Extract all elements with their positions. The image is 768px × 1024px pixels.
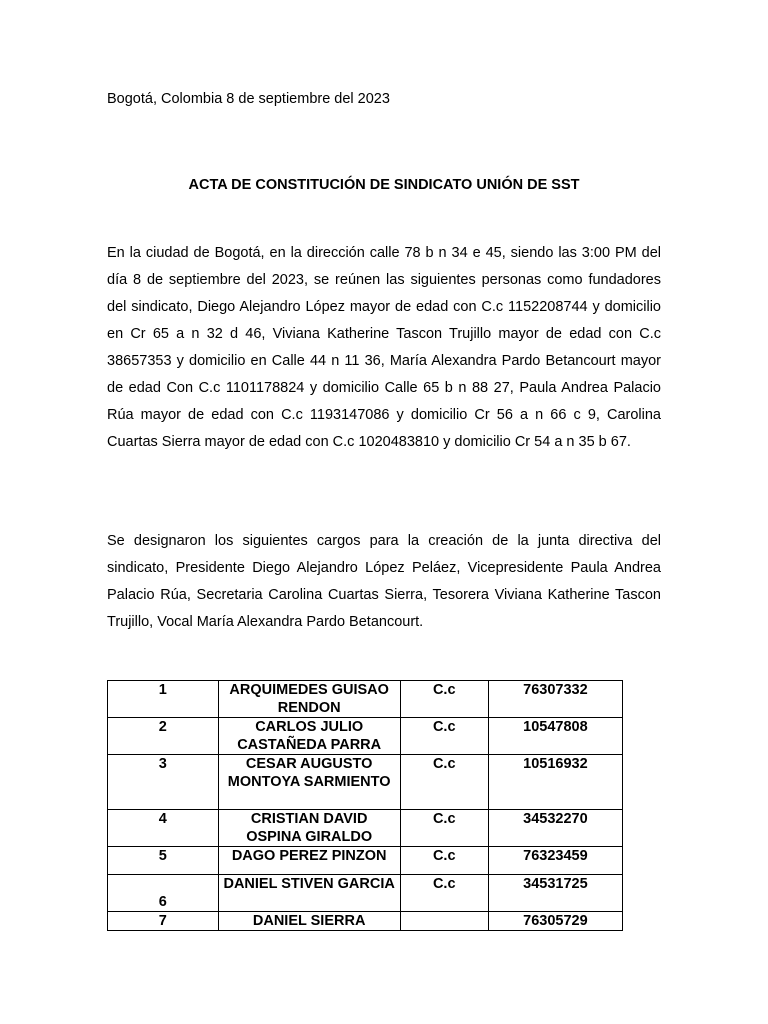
member-number: 1 [108, 681, 219, 718]
member-id-number: 76307332 [488, 681, 622, 718]
member-number: 4 [108, 810, 219, 847]
table-row [108, 681, 623, 718]
member-name: ARQUIMEDES GUISAO RENDON [218, 681, 400, 718]
founders-paragraph: En la ciudad de Bogotá, en la dirección calle 78 b n 34 e 45, siendo las 3:00 PM del día 8 de septiembre del 2023, se reúnen las siguientes personas como fundadores del sindicato, Diego Alejandro López mayor de edad con C.c 1152208744 y domicilio en Cr 65 a n 32 d 46, Viviana Katherine Tascon Trujillo mayor de edad con C.c 38657353 y domicilio en Calle 44 n 11 36, María Alexandra Pardo Betancourt mayor de edad Con C.c 1101178824 y domicilio Calle 65 b n 88 27, Paula Andrea Palacio Rúa mayor de edad con C.c 1193147086 y domicilio Cr 56 a n 66 c 9, Carolina Cuartas Sierra mayor de edad con C.c 1020483810 y domicilio Cr 54 a n 35 b 67. [107, 245, 661, 450]
member-doc-type: C.c [400, 810, 488, 847]
member-name: CARLOS JULIO CASTAÑEDA PARRA [218, 718, 400, 755]
member-name: DANIEL SIERRA [218, 912, 400, 931]
member-number: 5 [108, 847, 219, 875]
member-number: 7 [108, 912, 219, 931]
member-doc-type: C.c [400, 847, 488, 875]
member-id-number: 76323459 [488, 847, 622, 875]
member-name: DANIEL STIVEN GARCIA [218, 875, 400, 912]
member-name: CESAR AUGUSTO MONTOYA SARMIENTO [218, 755, 400, 810]
member-number: 2 [108, 718, 219, 755]
member-doc-type: C.c [400, 718, 488, 755]
member-id-number: 34532270 [488, 810, 622, 847]
members-table [107, 680, 623, 931]
table-row [108, 875, 623, 912]
document-title: ACTA DE CONSTITUCIÓN DE SINDICATO UNIÓN DE SST [188, 177, 580, 193]
member-name: DAGO PEREZ PINZON [218, 847, 400, 875]
member-doc-type: C.c [400, 681, 488, 718]
member-doc-type [400, 912, 488, 931]
board-paragraph: Se designaron los siguientes cargos para la creación de la junta directiva del sindicato, Presidente Diego Alejandro López Peláez, Vicepresidente Paula Andrea Palacio Rúa, Secretaria Carolina Cuartas Sierra, Tesorera Viviana Katherine Tascon Trujillo, Vocal María Alexandra Pardo Betancourt. [107, 533, 661, 630]
member-number: 6 [108, 875, 219, 912]
member-name: CRISTIAN DAVID OSPINA GIRALDO [218, 810, 400, 847]
table-row [108, 755, 623, 810]
member-doc-type: C.c [400, 755, 488, 810]
table-row [108, 847, 623, 875]
table-row [108, 718, 623, 755]
member-id-number: 76305729 [488, 912, 622, 931]
member-id-number: 34531725 [488, 875, 622, 912]
member-doc-type: C.c [400, 875, 488, 912]
place-date: Bogotá, Colombia 8 de septiembre del 2023 [107, 91, 390, 107]
member-id-number: 10547808 [488, 718, 622, 755]
member-id-number: 10516932 [488, 755, 622, 810]
table-row [108, 912, 623, 931]
member-number: 3 [108, 755, 219, 810]
table-row [108, 810, 623, 847]
